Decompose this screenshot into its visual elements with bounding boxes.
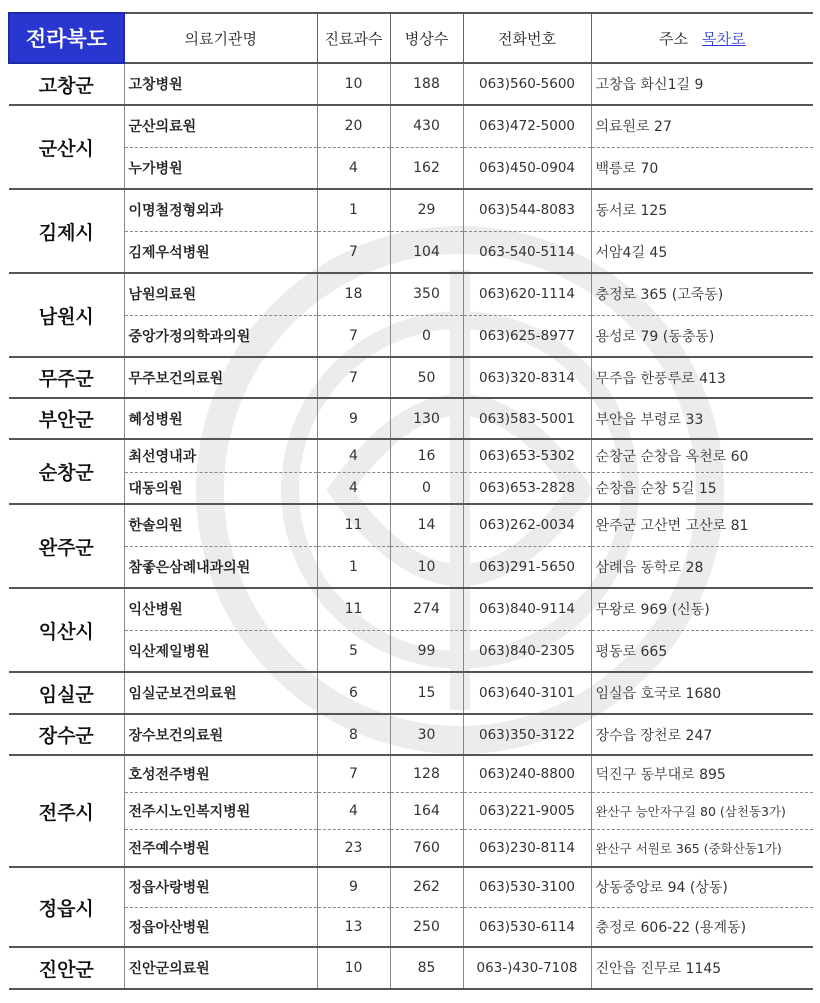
hospital-table xyxy=(8,12,813,990)
table-row xyxy=(9,867,813,907)
phone-cell: 063)291-5650 xyxy=(463,546,591,588)
region-cell: 김제시 xyxy=(9,189,124,273)
table-header-row xyxy=(9,13,813,63)
dept-count-cell: 7 xyxy=(317,755,390,792)
address-cell: 무왕로 969 (신동) xyxy=(591,588,813,630)
region-cell: 익산시 xyxy=(9,588,124,672)
region-cell: 무주군 xyxy=(9,357,124,398)
hospital-name-cell: 정읍아산병원 xyxy=(124,907,317,947)
table-row xyxy=(9,231,813,273)
address-cell: 진안읍 진무로 1145 xyxy=(591,947,813,989)
table-row xyxy=(9,105,813,147)
phone-cell: 063)350-3122 xyxy=(463,714,591,755)
dept-count-cell: 10 xyxy=(317,947,390,989)
region-cell: 임실군 xyxy=(9,672,124,714)
table-row xyxy=(9,439,813,472)
bed-count-cell: 85 xyxy=(390,947,463,989)
table-row xyxy=(9,504,813,546)
phone-cell: 063)450-0904 xyxy=(463,147,591,189)
dept-count-cell: 9 xyxy=(317,867,390,907)
bed-count-cell: 128 xyxy=(390,755,463,792)
hospital-name-cell: 전주예수병원 xyxy=(124,829,317,867)
bed-count-cell: 430 xyxy=(390,105,463,147)
phone-cell: 063)544-8083 xyxy=(463,189,591,231)
table-row xyxy=(9,829,813,867)
bed-count-cell: 14 xyxy=(390,504,463,546)
address-cell: 용성로 79 (동충동) xyxy=(591,315,813,357)
dept-count-cell: 7 xyxy=(317,315,390,357)
address-cell: 순창군 순창읍 옥천로 60 xyxy=(591,439,813,472)
table-row xyxy=(9,315,813,357)
bed-count-cell: 188 xyxy=(390,63,463,105)
hospital-name-cell: 고창병원 xyxy=(124,63,317,105)
dept-count-cell: 9 xyxy=(317,398,390,439)
dept-count-cell: 23 xyxy=(317,829,390,867)
toc-link[interactable]: 목차로 xyxy=(702,29,746,48)
phone-cell: 063)230-8114 xyxy=(463,829,591,867)
phone-cell: 063)472-5000 xyxy=(463,105,591,147)
phone-cell: 063)653-5302 xyxy=(463,439,591,472)
bed-count-cell: 104 xyxy=(390,231,463,273)
dept-count-cell: 11 xyxy=(317,588,390,630)
col-header-depts: 진료과수 xyxy=(317,13,390,63)
region-cell: 완주군 xyxy=(9,504,124,588)
dept-count-cell: 4 xyxy=(317,147,390,189)
col-header-address xyxy=(591,13,813,63)
address-cell: 고창읍 화신1길 9 xyxy=(591,63,813,105)
phone-cell: 063)583-5001 xyxy=(463,398,591,439)
table-row xyxy=(9,273,813,315)
address-cell: 완산구 능안자구길 80 (삼천동3가) xyxy=(591,792,813,829)
dept-count-cell: 1 xyxy=(317,546,390,588)
address-cell: 순창읍 순창 5길 15 xyxy=(591,472,813,504)
table-row xyxy=(9,472,813,504)
region-cell: 정읍시 xyxy=(9,867,124,947)
dept-count-cell: 11 xyxy=(317,504,390,546)
hospital-name-cell: 김제우석병원 xyxy=(124,231,317,273)
address-cell: 완주군 고산면 고산로 81 xyxy=(591,504,813,546)
dept-count-cell: 13 xyxy=(317,907,390,947)
bed-count-cell: 350 xyxy=(390,273,463,315)
address-cell: 상동중앙로 94 (상동) xyxy=(591,867,813,907)
bed-count-cell: 16 xyxy=(390,439,463,472)
col-header-beds: 병상수 xyxy=(390,13,463,63)
hospital-name-cell: 진안군의료원 xyxy=(124,947,317,989)
table-row xyxy=(9,147,813,189)
hospital-name-cell: 장수보건의료원 xyxy=(124,714,317,755)
phone-cell: 063-)430-7108 xyxy=(463,947,591,989)
dept-count-cell: 10 xyxy=(317,63,390,105)
hospital-name-cell: 익산병원 xyxy=(124,588,317,630)
address-cell: 서암4길 45 xyxy=(591,231,813,273)
dept-count-cell: 8 xyxy=(317,714,390,755)
phone-cell: 063)262-0034 xyxy=(463,504,591,546)
phone-cell: 063)840-2305 xyxy=(463,630,591,672)
hospital-name-cell: 남원의료원 xyxy=(124,273,317,315)
hospital-name-cell: 중앙가정의학과의원 xyxy=(124,315,317,357)
table-body xyxy=(9,63,813,989)
bed-count-cell: 274 xyxy=(390,588,463,630)
region-cell: 고창군 xyxy=(9,63,124,105)
table-row xyxy=(9,588,813,630)
phone-cell: 063)221-9005 xyxy=(463,792,591,829)
bed-count-cell: 164 xyxy=(390,792,463,829)
hospital-name-cell: 대동의원 xyxy=(124,472,317,504)
hospital-name-cell: 전주시노인복지병원 xyxy=(124,792,317,829)
region-cell: 군산시 xyxy=(9,105,124,189)
table-row xyxy=(9,357,813,398)
dept-count-cell: 20 xyxy=(317,105,390,147)
address-cell: 의료원로 27 xyxy=(591,105,813,147)
hospital-name-cell: 무주보건의료원 xyxy=(124,357,317,398)
address-cell: 완산구 서원로 365 (중화산동1가) xyxy=(591,829,813,867)
address-cell: 충정로 365 (고죽동) xyxy=(591,273,813,315)
region-cell: 부안군 xyxy=(9,398,124,439)
region-cell: 남원시 xyxy=(9,273,124,357)
dept-count-cell: 1 xyxy=(317,189,390,231)
address-cell: 장수읍 장천로 247 xyxy=(591,714,813,755)
table-row xyxy=(9,546,813,588)
phone-cell: 063)560-5600 xyxy=(463,63,591,105)
phone-cell: 063)625-8977 xyxy=(463,315,591,357)
table-row xyxy=(9,189,813,231)
phone-cell: 063)530-3100 xyxy=(463,867,591,907)
hospital-name-cell: 누가병원 xyxy=(124,147,317,189)
dept-count-cell: 7 xyxy=(317,231,390,273)
hospital-name-cell: 호성전주병원 xyxy=(124,755,317,792)
region-cell: 전주시 xyxy=(9,755,124,867)
hospital-name-cell: 이명철정형외과 xyxy=(124,189,317,231)
hospital-name-cell: 참좋은삼례내과의원 xyxy=(124,546,317,588)
hospital-name-cell: 임실군보건의료원 xyxy=(124,672,317,714)
phone-cell: 063)530-6114 xyxy=(463,907,591,947)
table-row xyxy=(9,630,813,672)
phone-cell: 063)320-8314 xyxy=(463,357,591,398)
bed-count-cell: 262 xyxy=(390,867,463,907)
phone-cell: 063)840-9114 xyxy=(463,588,591,630)
bed-count-cell: 99 xyxy=(390,630,463,672)
bed-count-cell: 0 xyxy=(390,315,463,357)
hospital-name-cell: 한솔의원 xyxy=(124,504,317,546)
address-cell: 백릉로 70 xyxy=(591,147,813,189)
address-cell: 삼례읍 동학로 28 xyxy=(591,546,813,588)
table-row xyxy=(9,672,813,714)
bed-count-cell: 0 xyxy=(390,472,463,504)
bed-count-cell: 50 xyxy=(390,357,463,398)
col-header-phone: 전화번호 xyxy=(463,13,591,63)
phone-cell: 063)640-3101 xyxy=(463,672,591,714)
bed-count-cell: 130 xyxy=(390,398,463,439)
table-row xyxy=(9,907,813,947)
address-cell: 무주읍 한풍루로 413 xyxy=(591,357,813,398)
bed-count-cell: 162 xyxy=(390,147,463,189)
address-header-label: 주소 xyxy=(659,29,688,48)
hospital-name-cell: 정읍사랑병원 xyxy=(124,867,317,907)
dept-count-cell: 4 xyxy=(317,439,390,472)
address-cell: 동서로 125 xyxy=(591,189,813,231)
dept-count-cell: 18 xyxy=(317,273,390,315)
hospital-name-cell: 최선영내과 xyxy=(124,439,317,472)
region-cell: 장수군 xyxy=(9,714,124,755)
phone-cell: 063-540-5114 xyxy=(463,231,591,273)
bed-count-cell: 30 xyxy=(390,714,463,755)
dept-count-cell: 6 xyxy=(317,672,390,714)
address-cell: 임실읍 호국로 1680 xyxy=(591,672,813,714)
address-cell: 부안읍 부령로 33 xyxy=(591,398,813,439)
table-row xyxy=(9,947,813,989)
table-row xyxy=(9,755,813,792)
col-header-name: 의료기관명 xyxy=(124,13,317,63)
address-cell: 충정로 606-22 (용계동) xyxy=(591,907,813,947)
bed-count-cell: 250 xyxy=(390,907,463,947)
table-row xyxy=(9,792,813,829)
hospital-name-cell: 군산의료원 xyxy=(124,105,317,147)
dept-count-cell: 4 xyxy=(317,472,390,504)
region-title: 전라북도 xyxy=(9,13,124,63)
hospital-name-cell: 혜성병원 xyxy=(124,398,317,439)
bed-count-cell: 10 xyxy=(390,546,463,588)
table-row xyxy=(9,63,813,105)
phone-cell: 063)240-8800 xyxy=(463,755,591,792)
table-row xyxy=(9,714,813,755)
bed-count-cell: 15 xyxy=(390,672,463,714)
bed-count-cell: 760 xyxy=(390,829,463,867)
region-cell: 순창군 xyxy=(9,439,124,504)
dept-count-cell: 7 xyxy=(317,357,390,398)
phone-cell: 063)620-1114 xyxy=(463,273,591,315)
table-row xyxy=(9,398,813,439)
hospital-name-cell: 익산제일병원 xyxy=(124,630,317,672)
dept-count-cell: 4 xyxy=(317,792,390,829)
phone-cell: 063)653-2828 xyxy=(463,472,591,504)
address-cell: 평동로 665 xyxy=(591,630,813,672)
region-cell: 진안군 xyxy=(9,947,124,989)
dept-count-cell: 5 xyxy=(317,630,390,672)
address-cell: 덕진구 동부대로 895 xyxy=(591,755,813,792)
bed-count-cell: 29 xyxy=(390,189,463,231)
